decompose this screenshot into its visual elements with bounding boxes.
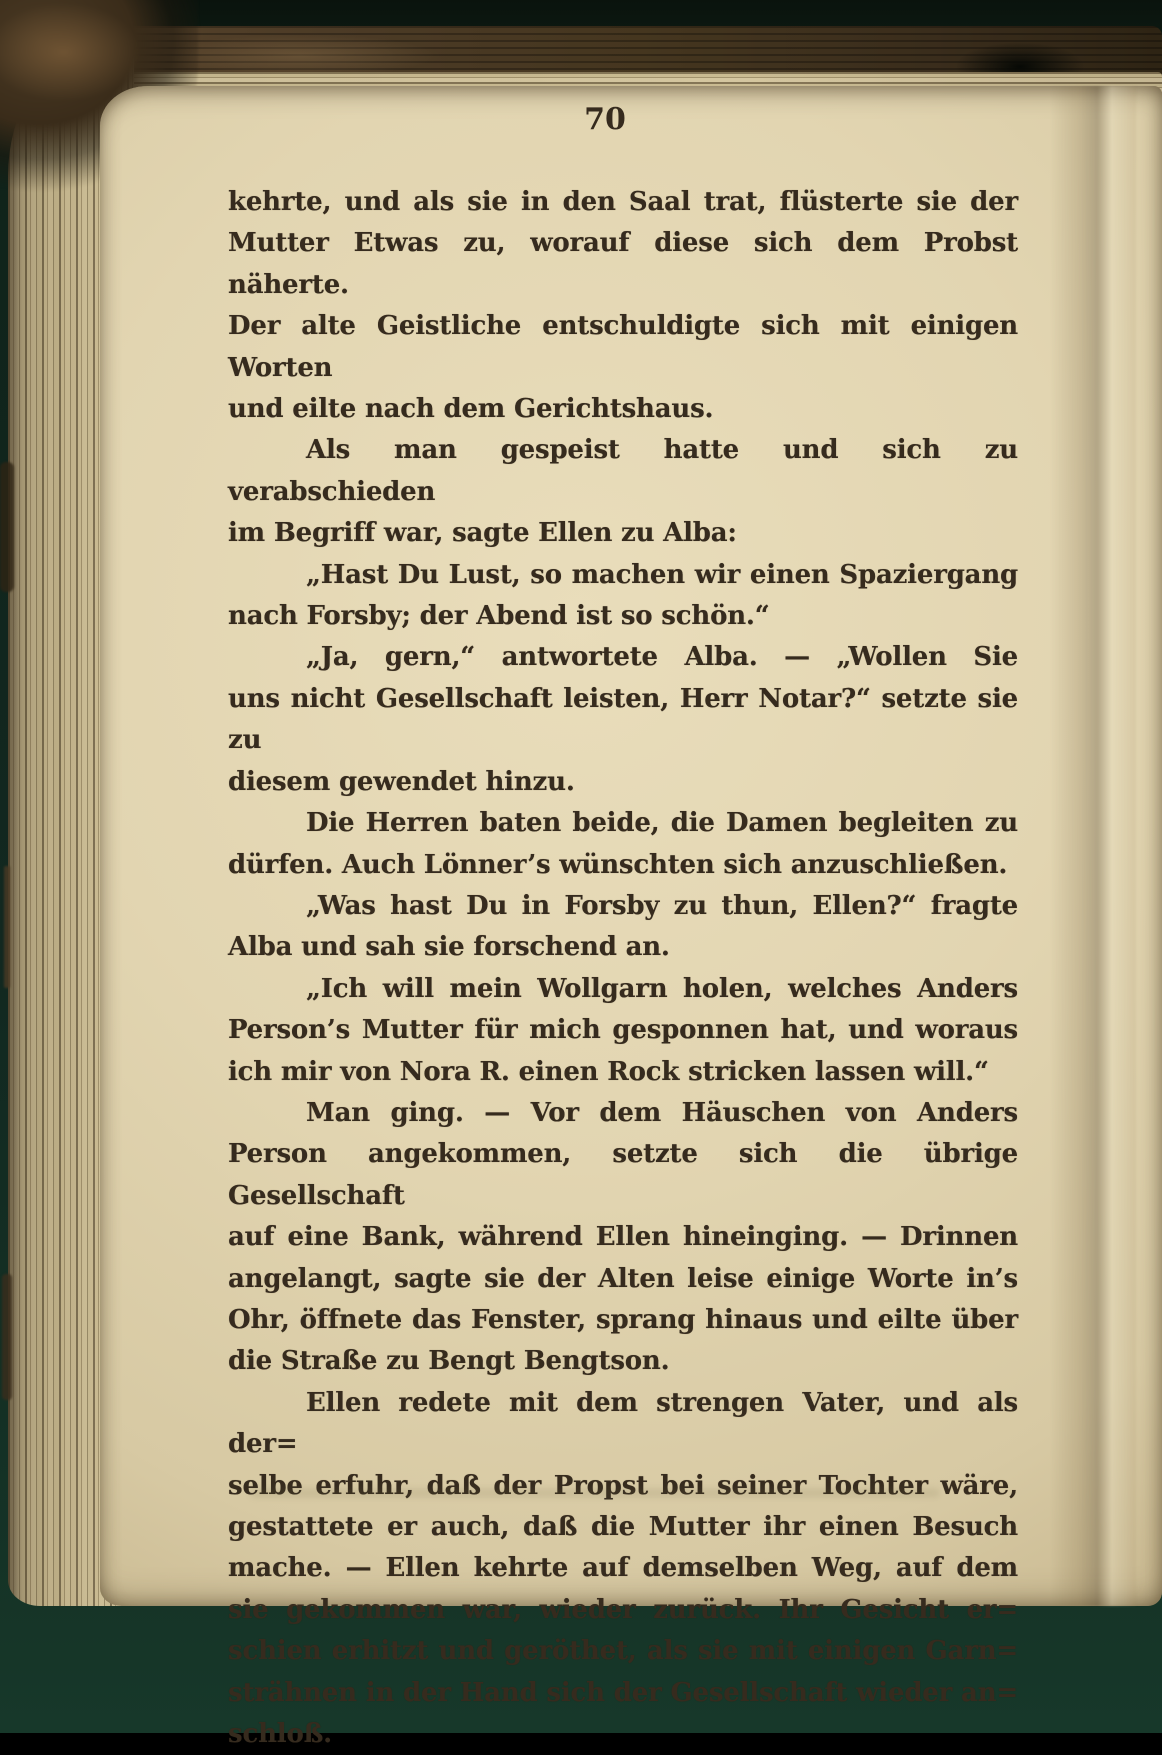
text-line: schloß. xyxy=(228,1719,332,1750)
text-line: auf eine Bank, während Ellen hineinging. — Drinnen xyxy=(228,1222,1018,1253)
text-line: Ohr, öffnete das Fenster, sprang hinaus und eilte über xyxy=(228,1304,1018,1335)
text-line: gestattete er auch, daß die Mutter ihr einen Besuch xyxy=(228,1512,1018,1542)
text-line: Man ging. — Vor dem Häuschen von Anders xyxy=(306,1097,1018,1128)
ink-smudge xyxy=(250,1488,940,1498)
text-line: diesem gewendet hinzu. xyxy=(228,766,575,797)
text-line: Person’s Mutter für mich gesponnen hat, und woraus xyxy=(228,1015,1018,1046)
text-line: schien erhitzt und geröthet, als sie mit einigen Garn= xyxy=(228,1636,1018,1667)
text-line: Alba und sah sie forschend an. xyxy=(228,932,670,963)
text-line: „Ja, gern,“ antwortete Alba. — „Wollen Sie xyxy=(306,642,1018,673)
page-number: 70 xyxy=(584,102,626,137)
text-line: ich mir von Nora R. einen Rock stricken lassen will.“ xyxy=(228,1056,989,1087)
text-line: und eilte nach dem Gerichtshaus. xyxy=(228,394,714,425)
text-line: nach Forsby; der Abend ist so schön.“ xyxy=(228,601,770,632)
text-line: strähnen in der Hand sich der Gesellschaft wieder an= xyxy=(228,1677,1018,1708)
text-line: „Hast Du Lust, so machen wir einen Spaziergang xyxy=(306,559,1018,590)
text-line: die Straße zu Bengt Bengtson. xyxy=(228,1346,670,1377)
text-line: angelangt, sagte sie der Alten leise einige Worte in’s xyxy=(228,1263,1018,1294)
text-line: sie gekommen war, wieder zurück. Ihr Gesicht er= xyxy=(228,1594,1018,1625)
text-line: selbe erfuhr, daß der Propst bei seiner Tochter wäre, xyxy=(228,1470,1018,1501)
text-line: Mutter Etwas zu, worauf diese sich dem Probst näherte. xyxy=(228,228,1018,300)
text-line: mache. — Ellen kehrte auf demselben Weg, auf dem xyxy=(228,1553,1018,1584)
text-line: dürfen. Auch Lönner’s wünschten sich anzuschließen. xyxy=(228,849,1008,880)
text-line: kehrte, und als sie in den Saal trat, flüsterte sie der xyxy=(228,187,1018,217)
text-line: Person angekommen, setzte sich die übrige Gesellschaft xyxy=(228,1139,1018,1211)
text-line: im Begriff war, sagte Ellen zu Alba: xyxy=(228,518,737,549)
page-text xyxy=(228,182,1018,1755)
text-line: „Ich will mein Wollgarn holen, welches Anders xyxy=(306,973,1018,1004)
text-line: „Was hast Du in Forsby zu thun, Ellen?“ fragte xyxy=(306,890,1018,921)
book-page xyxy=(100,86,1162,1750)
text-line: Der alte Geistliche entschuldigte sich mit einigen Worten xyxy=(228,311,1018,383)
text-line: uns nicht Gesellschaft leisten, Herr Notar?“ setzte sie zu xyxy=(228,683,1018,756)
text-line: Ellen redete mit dem strengen Vater, und als der= xyxy=(228,1387,1018,1460)
text-line: Die Herren baten beide, die Damen begleiten zu xyxy=(306,808,1018,839)
text-line: Als man gespeist hatte und sich zu verabschieden xyxy=(228,435,1018,507)
page-gutter-crease xyxy=(1050,86,1136,1606)
